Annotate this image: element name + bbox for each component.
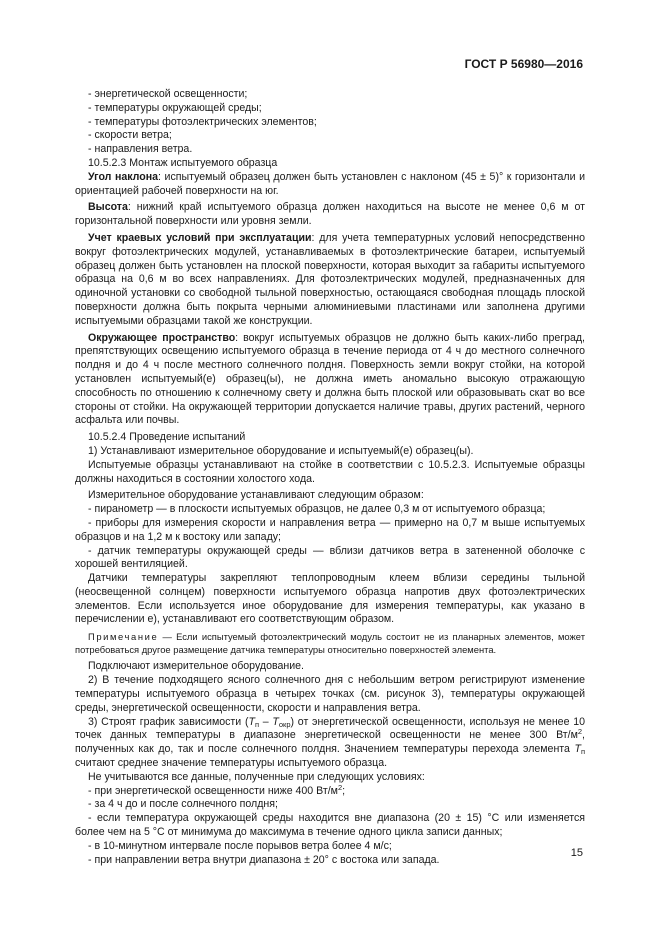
term-label: Высота: [88, 201, 128, 214]
list-item: - скорости ветра;: [88, 129, 172, 142]
term-label: Окружающее пространство: [88, 331, 236, 344]
paragraph-tilt: [75, 171, 585, 199]
step-item: 1) Устанавливают измерительное оборудование и испытуемый(е) образец(ы).: [88, 444, 474, 457]
paragraph-height: [75, 201, 585, 229]
list-item: - энергетической освещенности;: [88, 88, 248, 100]
paragraph-text: : испытуемый образец должен быть установлен с наклоном (45 ± 5)° к горизонтали и ориентацией рабочей поверхности на юг.: [75, 170, 585, 197]
paragraph: Датчики температуры закрепляют теплопроводным клеем вблизи середины тыльной (неосвещенной солнцем) поверхности испытуемого образца напротив двух фотоэлектрических элементов. Если используется иное оборудование для измерения температуры, как указано в перечислении е), устанавливают его соответствующим образом.: [75, 572, 585, 626]
note-text: — Если испытуемый фотоэлектрический модуль состоит не из планарных элементов, может потребоваться другое размещение датчика температуры относительно поверхностей элемента.: [75, 631, 585, 655]
list-item: - температуры фотоэлектрических элементов;: [88, 115, 317, 128]
list-item: - пиранометр — в плоскости испытуемых образцов, не далее 0,3 м от испытуемого образца;: [88, 503, 546, 516]
section-heading: 10.5.2.3 Монтаж испытуемого образца: [88, 156, 278, 169]
paragraph-text: : для учета температурных условий непосредственно вокруг фотоэлектрических модулей, устанавливаемых в фотоэлектрические батареи, испытуемый образец должен быть установлен на плоской поверхности, которая выходит за габариты испытуемого образца на 0,6 м во всех направлениях. Для фотоэлектрических модулей, предназначенных для одиночной установки со свободной тыльной поверхностью, остающаяся свободная площадь плоской поверхности должна быть покрыта черными алюминиевыми пластинами или заполнена другими испытуемыми образцами такой же конструкции.: [75, 231, 585, 327]
document-body: [75, 88, 585, 867]
section-heading: 10.5.2.4 Проведение испытаний: [88, 431, 246, 444]
list-item: - приборы для измерения скорости и направления ветра — примерно на 0,7 м выше испытуемых образцов и на 1,2 м к востоку или западу;: [75, 516, 585, 543]
paragraph-text: : нижний край испытуемого образца должен находиться на высоте не менее 0,6 м от горизонтальной поверхности или уровня земли.: [75, 201, 585, 228]
paragraph: Измерительное оборудование устанавливают следующим образом:: [88, 489, 424, 502]
list-item: - в 10-минутном интервале после порывов ветра более 4 м/с;: [88, 839, 392, 852]
list-item: - при энергетической освещенности ниже 400 $Вт/м^2$;: [88, 782, 346, 797]
list-item: - при направлении ветра внутри диапазона ± 20° с востока или запада.: [88, 853, 440, 866]
note: [75, 631, 585, 656]
paragraph-text: : вокруг испытуемых образцов не должно быть каких-либо преград, препятствующих освещению испытуемого образца в течение периода от 4 ч до местного солнечного полдня и до 4 ч после местного солнечного полдня. Поверхность земли вокруг стойки, на которой установлен испытуемый(е) образец(ы), не должна иметь аномально высокую отражающую способность по отношению к солнечному свету и должна быть плоской или образовывать скат во все стороны от стойки. На окружающей территории допускается наличие травы, других растений, черного асфальта или почвы.: [75, 331, 585, 427]
list-item: - направления ветра.: [88, 143, 193, 156]
list-item: - датчик температуры окружающей среды — вблизи датчиков ветра в затененной оболочке с хорошей вентиляцией.: [75, 544, 585, 571]
step-item: 2) В течение подходящего ясного солнечного дня с небольшим ветром регистрируют изменение температуры испытуемого образца в четырех точках (см. рисунок 3), температуры окружающей среды, энергетической освещенности, скорости и направления ветра.: [75, 674, 585, 714]
paragraph-edge: [75, 232, 585, 329]
paragraph: Испытуемые образцы устанавливают на стойке в соответствии с 10.5.2.3. Испытуемые образцы должны находиться в состоянии холостого хода.: [75, 458, 585, 485]
paragraph: Подключают измерительное оборудование.: [88, 660, 304, 673]
standard-header: ГОСТ Р 56980—2016: [464, 57, 583, 71]
paragraph-env: [75, 332, 585, 429]
list-item: - температуры окружающей среды;: [88, 101, 262, 114]
note-label: Примечание: [88, 631, 159, 643]
page-number: 15: [570, 847, 583, 859]
list-item: - за 4 ч до и после солнечного полдня;: [88, 798, 278, 811]
paragraph: Не учитываются все данные, полученные при следующих условиях:: [88, 770, 425, 783]
step-item: 3) Строят график зависимости $(T_п - T_{окр})$ от энергетической освещенности, используя не менее 10 точек данных температуры в диапазоне энергетической освещенности не менее 300 $Вт/м^2$, полученных как до, так и после солнечного полдня. Значением температуры перехода элемента $T_п$ считают среднее значение температуры испытуемого образца.: [75, 715, 585, 770]
term-label: Угол наклона: [88, 170, 159, 183]
term-label: Учет краевых условий при эксплуатации: [88, 231, 312, 244]
list-item: - если температура окружающей среды находится вне диапазона (20 ± 15) °C или изменяется более чем на 5 °C от минимума до максимума в течение одного цикла записи данных;: [75, 812, 585, 839]
